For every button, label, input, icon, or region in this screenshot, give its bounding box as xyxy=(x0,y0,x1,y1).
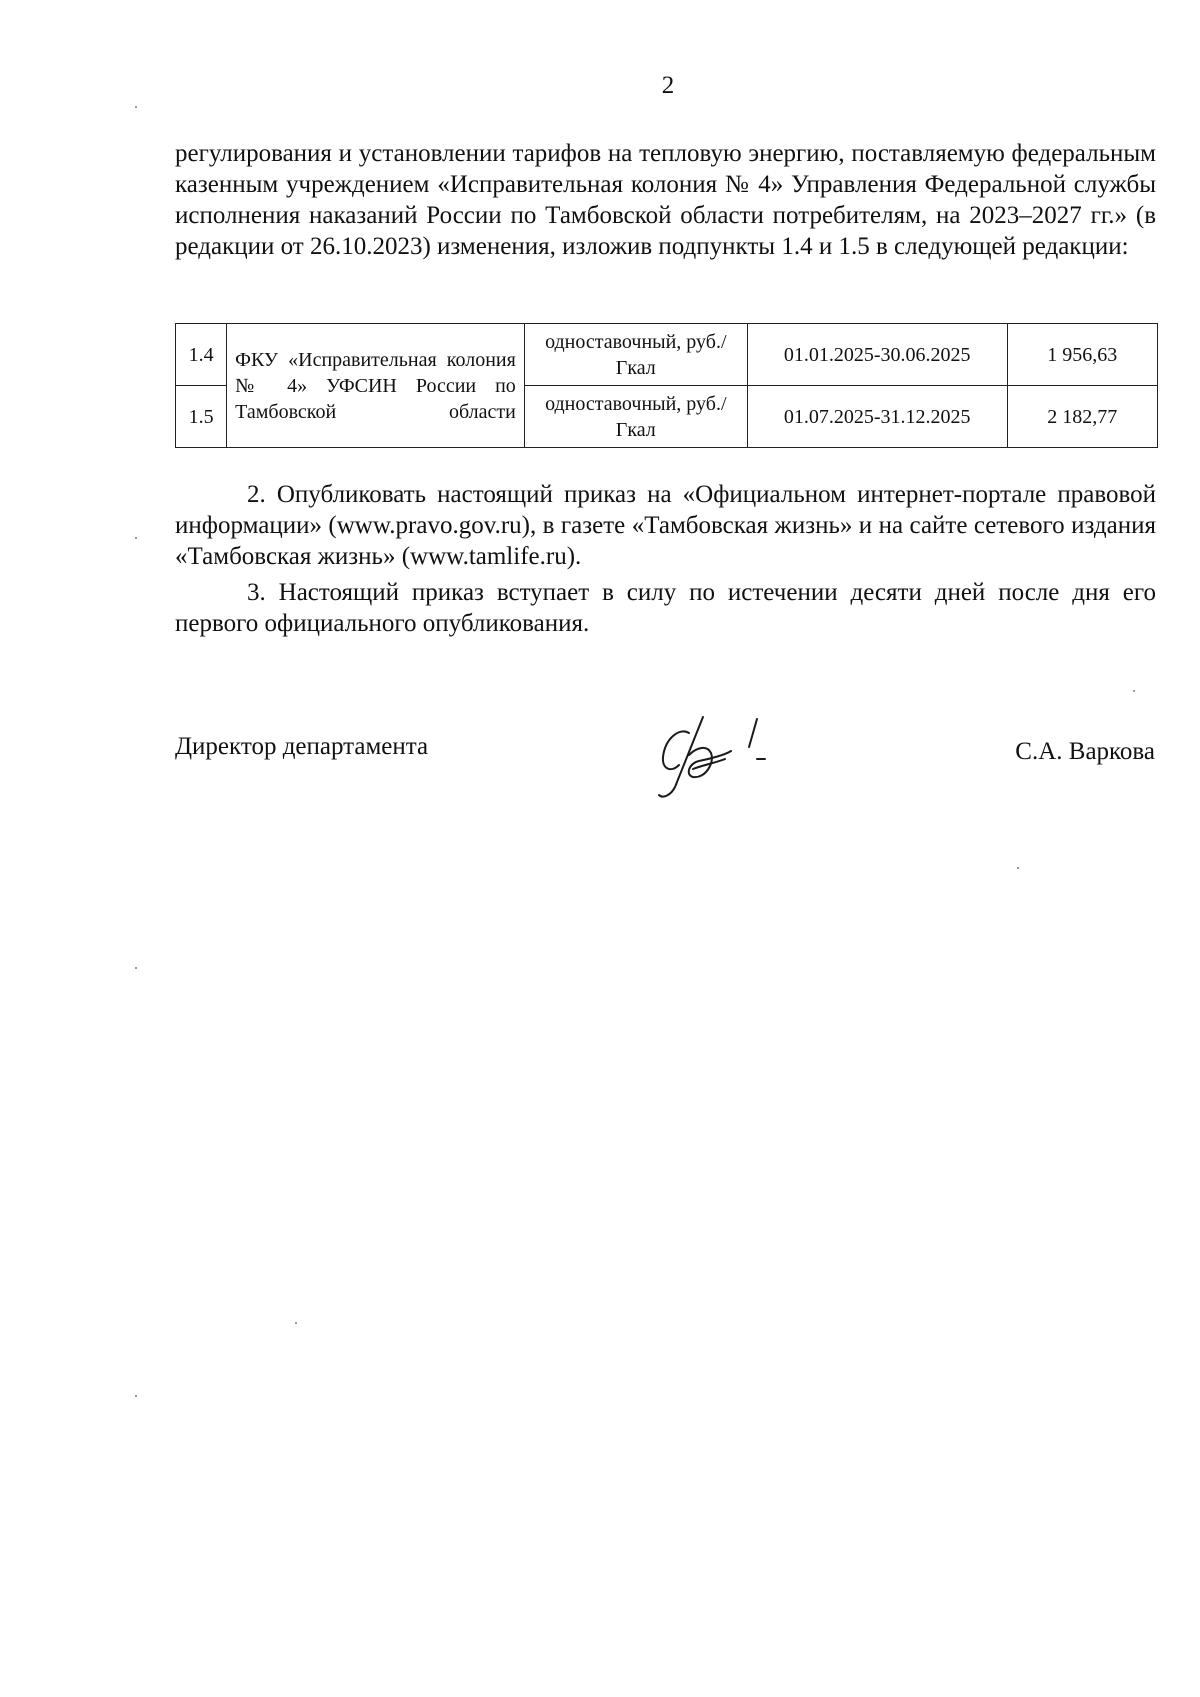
intro-paragraph: регулирования и установлении тарифов на тепловую энергию, поставляемую федеральным казенным учреждением «Исправительная колония № 4» Управления Федеральной службы исполнения наказаний России по Тамбовской области потребителям, на 2023–2027 гг.» (в редакции от 26.10.2023) изменения, изложив подпункты 1.4 и 1.5 в следующей редакции: xyxy=(175,140,1156,260)
scan-speck xyxy=(1017,867,1019,869)
tariff-type-cell: одноставочный, руб./Гкал xyxy=(524,324,747,386)
tariff-value-cell: 1 956,63 xyxy=(1007,324,1157,386)
scan-speck xyxy=(135,106,137,108)
row-number: 1.5 xyxy=(176,386,227,448)
signatory-name: С.А. Варкова xyxy=(1015,738,1155,765)
period-cell: 01.01.2025-30.06.2025 xyxy=(747,324,1007,386)
scan-speck xyxy=(1133,690,1135,692)
item-3-paragraph: 3. Настоящий приказ вступает в силу по истечении десяти дней после дня его первого официального опубликования. xyxy=(175,579,1156,637)
period-cell: 01.07.2025-31.12.2025 xyxy=(747,386,1007,448)
scan-speck xyxy=(295,1322,297,1324)
tariff-table xyxy=(175,323,1158,448)
item-2-paragraph: 2. Опубликовать настоящий приказ на «Официальном интернет-портале правовой информации» (www.pravo.gov.ru), в газете «Тамбовская жизнь» и на сайте сетевого издания «Тамбовская жизнь» (www.tamlife.ru). xyxy=(175,481,1156,570)
tariff-value-cell: 2 182,77 xyxy=(1007,386,1157,448)
handwritten-signature xyxy=(645,705,795,805)
table-row-1-4 xyxy=(176,324,1158,386)
page-number: 2 xyxy=(661,72,675,99)
row-number: 1.4 xyxy=(176,324,227,386)
tariff-type-cell: одноставочный, руб./Гкал xyxy=(524,386,747,448)
scan-speck xyxy=(135,537,137,539)
scan-speck xyxy=(135,967,137,969)
organization-cell: ФКУ «Исправительная колония № 4» УФСИН России по Тамбовской области xyxy=(227,324,525,448)
scan-speck xyxy=(135,1395,137,1397)
signatory-position: Директор департамента xyxy=(175,733,429,760)
